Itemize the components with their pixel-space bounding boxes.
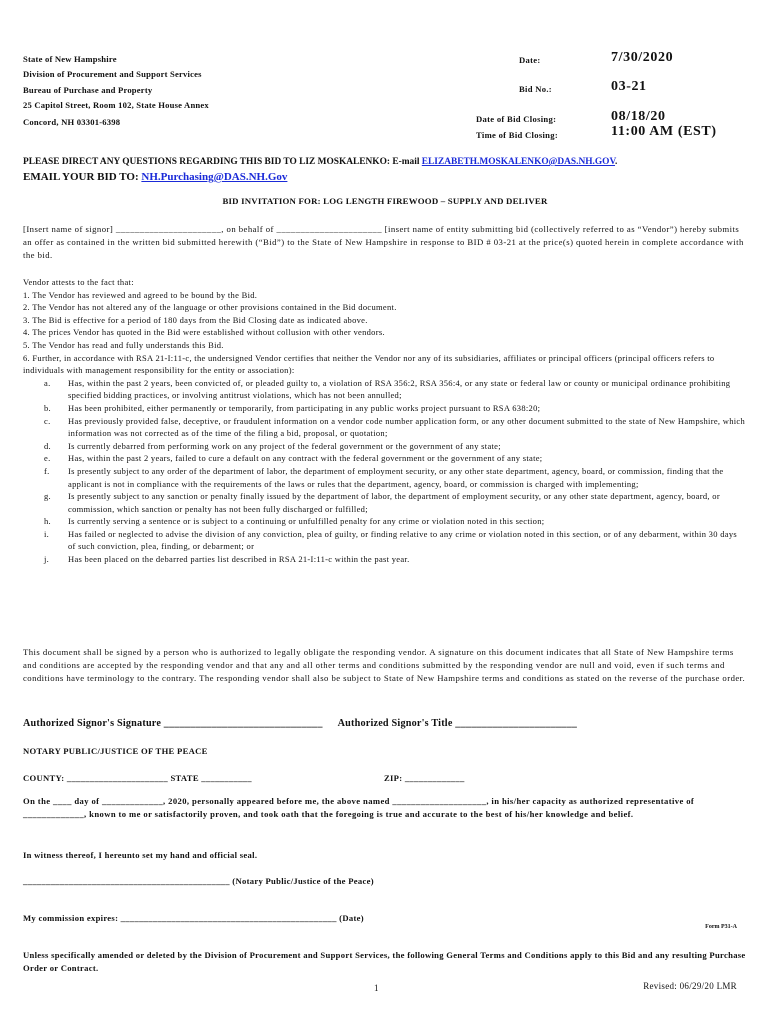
agency-line: Concord, NH 03301-6398 <box>23 116 121 127</box>
bid-no-value: 03-21 <box>611 79 647 94</box>
questions-text: PLEASE DIRECT ANY QUESTIONS REGARDING THIS BID TO LIZ MOSKALENKO: E-mail <box>23 157 422 167</box>
agency-line: 25 Capitol Street, Room 102, State House Annex <box>23 100 209 111</box>
sub-item: g. Is presently subject to any sanction or penalty finally issued by the department of labor, the department of employment security, or any other state department, agency, board, or commission, which sanction or penalty has not been fully discharged or fulfilled; <box>44 491 720 514</box>
date-value: 7/30/2020 <box>611 50 674 65</box>
oath-paragraph: On the ____ day of _____________, 2020, personally appeared before me, the above named ____________________, in his/her capacity as authorized representative of _____________, known to me or satisfactorily proven, and took oath that the foregoing is true and accurate to the best of his/her knowledge and belief. <box>23 796 695 820</box>
attest-item: 4. The prices Vendor has quoted in the Bid were established without collusion with other vendors. <box>23 327 385 338</box>
attest-item: 2. The Vendor has not altered any of the language or other provisions contained in the Bid document. <box>23 302 397 313</box>
revision-note: Revised: 06/29/20 LMR <box>643 981 737 991</box>
notary-heading: NOTARY PUBLIC/JUSTICE OF THE PEACE <box>23 746 208 756</box>
attest-item: 3. The Bid is effective for a period of 180 days from the Bid Closing date as indicated above. <box>23 314 368 325</box>
sub-items-list <box>23 377 747 566</box>
sub-item: j. Has been placed on the debarred parties list described in RSA 21-I:11-c within the past year. <box>44 554 410 565</box>
attest-item: 5. The Vendor has read and fully understands this Bid. <box>23 339 224 350</box>
email-bid-text: EMAIL YOUR BID TO: <box>23 171 142 183</box>
witness-statement: In witness thereof, I hereunto set my hand and official seal. <box>23 850 258 860</box>
page-number: 1 <box>374 983 379 993</box>
notary-signature-line[interactable]: _____________________________________________ (Notary Public/Justice of the Peace) <box>23 876 374 886</box>
agency-line: State of New Hampshire <box>23 54 117 64</box>
contact-block <box>23 155 617 185</box>
signing-paragraph <box>23 646 747 684</box>
zip-field[interactable]: ZIP: _____________ <box>384 773 465 783</box>
email-bid-link[interactable]: NH.Purchasing@DAS.NH.Gov <box>141 171 288 183</box>
signor-title-field[interactable]: Authorized Signor's Title _______________________ <box>337 718 578 729</box>
sub-item: h. Is currently serving a sentence or is subject to a continuing or unfulfilled penalty for any crime or violation noted in this section; <box>44 516 545 527</box>
document-title: BID INVITATION FOR: LOG LENGTH FIREWOOD – SUPPLY AND DELIVER <box>222 196 548 206</box>
closing-time-label: Time of Bid Closing: <box>476 130 559 140</box>
sub-item: i. Has failed or neglected to advise the division of any conviction, plea of guilty, or finding relative to any crime or violation noted in this section, or of any debarment, within 30 days of such conviction, plea, finding, or debarment; or <box>44 528 737 552</box>
attest-item-6: 6. Further, in accordance with RSA 21-I:11-c, the undersigned Vendor certifies that neither the Vendor nor any of its subsidiaries, affiliates or principal officers (principal officers refers to individuals with management responsibility for the entity or association): <box>23 352 715 376</box>
sub-item: a. Has, within the past 2 years, been convicted of, or pleaded guilty to, a violation of RSA 356:2, RSA 356:4, or any state or federal law or county or municipal ordinance prohibiting specified bidding practices, or involving antitrust violations, which has not been annulled; <box>44 377 731 401</box>
questions-end: . <box>615 157 618 167</box>
questions-email-link[interactable]: ELIZABETH.MOSKALENKO@DAS.NH.GOV <box>421 157 616 167</box>
agency-line: Bureau of Purchase and Property <box>23 84 153 95</box>
attestations-block <box>23 276 747 566</box>
closing-date-label: Date of Bid Closing: <box>476 114 557 124</box>
questions-line <box>23 155 617 170</box>
agency-address-block <box>23 52 209 130</box>
bid-no-label: Bid No.: <box>519 84 552 94</box>
sub-item: c. Has previously provided false, deceptive, or fraudulent information on a vendor code number application form, or any other document submitted to the state of New Hampshire, which information was not corrected as of the time of the filing a bid, proposal, or quotation; <box>44 415 746 439</box>
email-bid-line <box>23 170 617 185</box>
date-label: Date: <box>519 55 541 65</box>
commission-expires-line[interactable]: My commission expires: _______________________________________________ (Date) <box>23 913 364 923</box>
attest-item: 1. The Vendor has reviewed and agreed to be bound by the Bid. <box>23 289 258 300</box>
terms-notice: Unless specifically amended or deleted by the Division of Procurement and Support Services, the following General Terms and Conditions apply to this Bid and any resulting Purchase Order or Contract. <box>23 950 746 973</box>
closing-time-value: 11:00 AM (EST) <box>611 124 717 139</box>
intro-paragraph <box>23 223 747 261</box>
sub-item: b. Has been prohibited, either permanently or temporarily, from participating in any public works project pursuant to RSA 638:20; <box>44 402 541 413</box>
sub-item: f. Is presently subject to any order of the department of labor, the department of employment security, or any other state department, agency, board, or commission, finding that the applicant is not in compliance with the requirements of the laws or rules that the department, agency, board, or commission is charged with implementing; <box>44 465 724 489</box>
sub-item: e. Has, within the past 2 years, failed to cure a default on any contract with the federal government or the government of any state; <box>44 453 543 464</box>
sub-item: d. Is currently debarred from performing work on any project of the federal government or the government of any state; <box>44 440 501 451</box>
form-id: Form P31-A <box>705 924 737 930</box>
agency-line: Division of Procurement and Support Services <box>23 69 202 80</box>
signing-text: This document shall be signed by a person who is authorized to legally obligate the responding vendor. A signature on this document indicates that all State of New Hampshire terms and conditions are accepted by the responding vendor and that any and all other terms and conditions submitted by the responding vendor are null and void, even if such terms and conditions have terminology to the contrary. The responding vendor shall also be subject to State of New Hampshire terms and conditions as stated on the reverse of the purchase order. <box>23 647 746 683</box>
intro-text: [Insert name of signor] ______________________, on behalf of ______________________ [insert name of entity submitting bid (collectively referred to as “Vendor”) hereby submits an offer as contained in the written bid submitted herewith (“Bid”) to the State of New Hampshire in response to BID # 03-21 at the price(s) quoted herein in complete accordance with the bid. <box>23 224 744 260</box>
closing-date-value: 08/18/20 <box>611 109 666 124</box>
signor-signature-field[interactable]: Authorized Signor's Signature ______________________________ <box>23 718 323 729</box>
attests-heading: Vendor attests to the fact that: <box>23 277 134 287</box>
signature-row <box>23 718 577 729</box>
county-state-field[interactable]: COUNTY: ______________________ STATE ___________ <box>23 773 252 783</box>
